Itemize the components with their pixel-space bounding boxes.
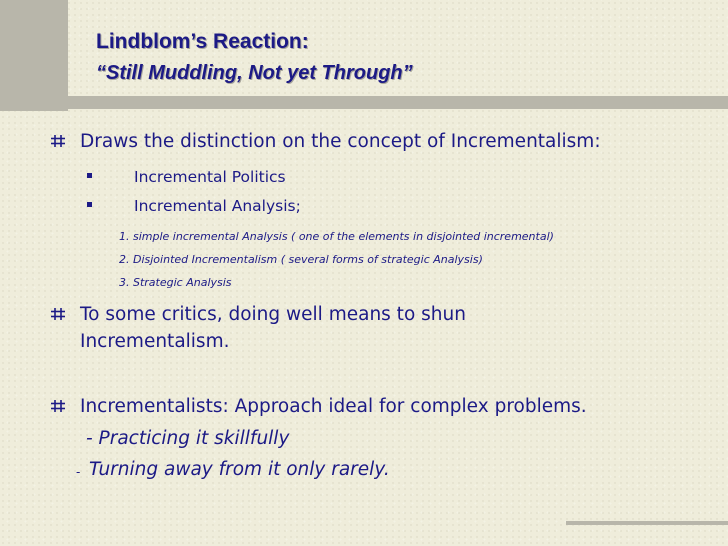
left-decor-bar: [0, 0, 68, 111]
bullet-2-line-1: To some critics, doing well means to shun: [80, 304, 466, 325]
bullet-3-text: Incrementalists: Approach ideal for complex problems.: [80, 396, 587, 417]
hash-bullet-icon: [50, 398, 66, 414]
sub-bullet-2: Incremental Analysis;: [134, 197, 301, 215]
title-divider: [68, 96, 728, 109]
dash-item-2: Turning away from it only rarely.: [89, 459, 390, 480]
dash-marker: -: [76, 465, 81, 479]
square-bullet-icon: [87, 202, 92, 207]
bullet-2-line-2: Incrementalism.: [80, 331, 230, 352]
hash-bullet-icon: [50, 133, 66, 149]
numbered-item-1: 1. simple incremental Analysis ( one of the elements in disjointed incremental): [119, 230, 554, 243]
hash-bullet-icon: [50, 306, 66, 322]
bullet-1-text: Draws the distinction on the concept of Incrementalism:: [80, 131, 601, 152]
bottom-right-rule: [566, 521, 728, 525]
dash-item-1: - Practicing it skillfully: [86, 428, 290, 449]
square-bullet-icon: [87, 173, 92, 178]
numbered-item-3: 3. Strategic Analysis: [119, 276, 232, 289]
slide-title: Lindblom’s Reaction:: [96, 30, 309, 53]
numbered-item-2: 2. Disjointed Incrementalism ( several forms of strategic Analysis): [119, 253, 483, 266]
sub-bullet-1: Incremental Politics: [134, 168, 286, 186]
slide-subtitle: “Still Muddling, Not yet Through”: [96, 62, 413, 84]
